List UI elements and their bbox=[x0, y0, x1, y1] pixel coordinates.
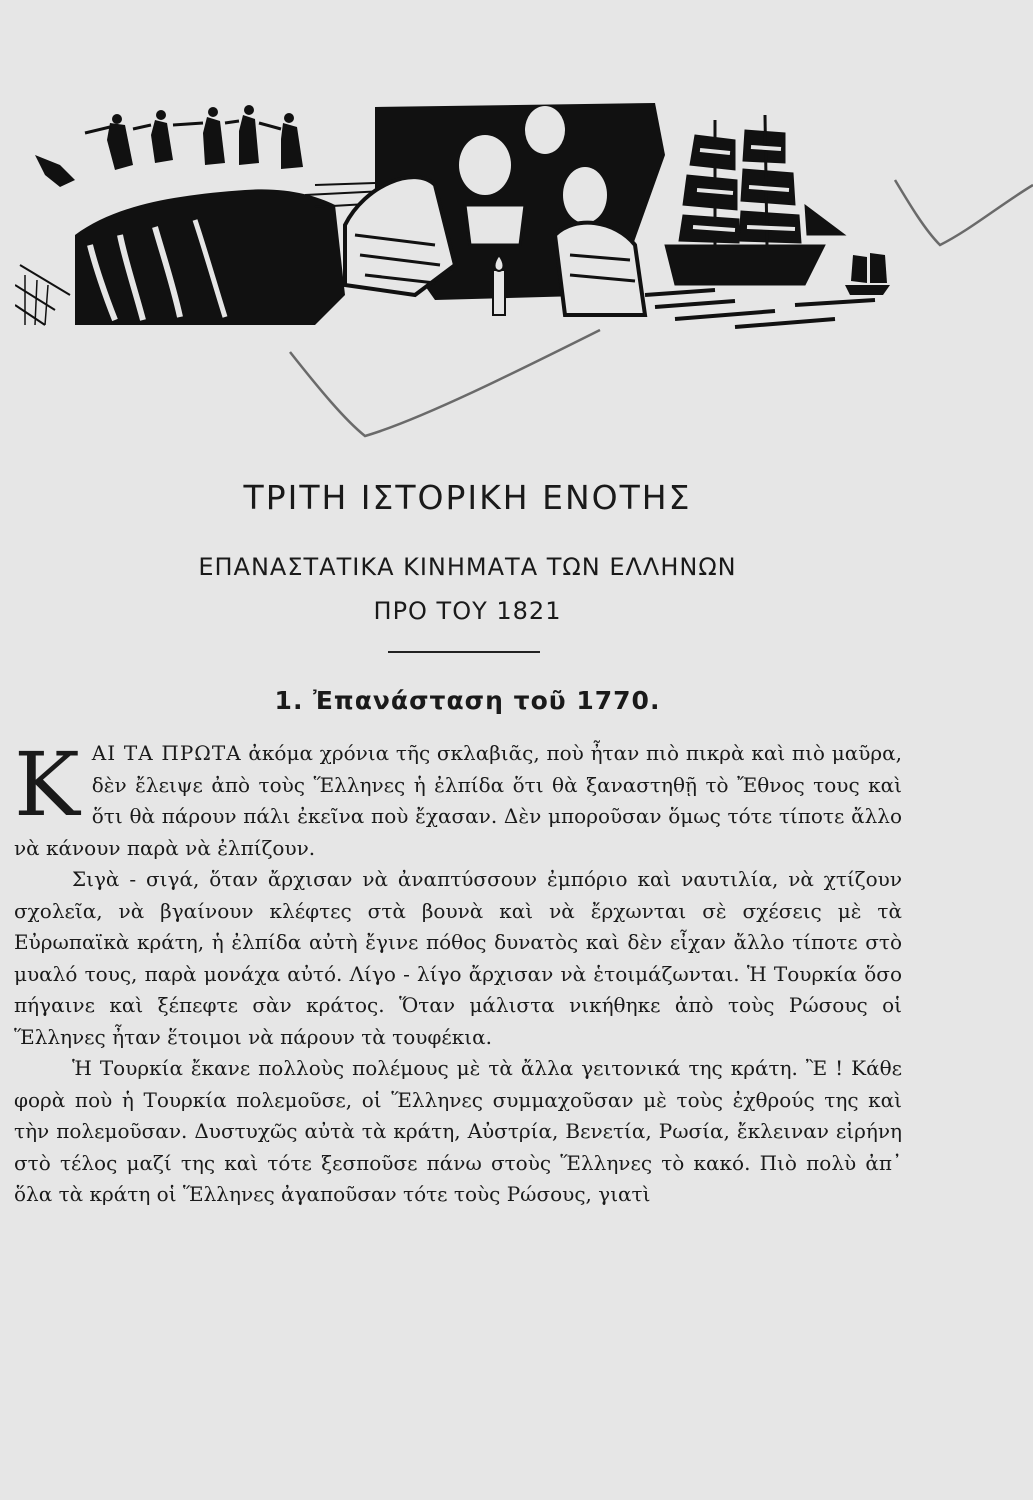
paragraph-1-text: ἀκόμα χρόνια τῆς σκλαβιᾶς, ποὺ ἦταν πιὸ πικρὰ καὶ πιὸ μαῦρα, δὲν ἔλειψε ἀπὸ τοὺς Ἕλληνες ἡ ἐλπίδα ὅτι θὰ ξαναστηθῇ τὸ Ἔθνος τους καὶ ὅτι θὰ πάρουν πάλι ἐκεῖνα ποὺ ἔχασαν. Δὲν μποροῦσαν ὅμως τότε τίποτε ἄλλο νὰ κάνουν παρὰ νὰ ἐλπίζουν. bbox=[14, 741, 902, 860]
body-text bbox=[14, 733, 902, 1211]
opening-words: ΑΙ ΤΑ ΠΡΩΤΑ bbox=[91, 741, 242, 765]
title-divider bbox=[388, 651, 540, 653]
section-subtitle bbox=[0, 545, 935, 633]
drop-cap: Κ bbox=[14, 733, 80, 836]
subtitle-line-2: ΠΡΟ ΤΟΥ 1821 bbox=[373, 597, 562, 625]
chapter-title: 1. Ἐπανάσταση τοῦ 1770. bbox=[274, 686, 661, 715]
paragraph-3: Ἡ Τουρκία ἔκανε πολλοὺς πολέμους μὲ τὰ ἄλλα γειτονικά της κράτη. Ἒ ! Κάθε φορὰ ποὺ ἡ Τουρκία πολεμοῦσε, οἱ Ἕλληνες συμμαχοῦσαν μὲ τοὺς ἐχθρούς της καὶ τὴν πολεμοῦσαν. Δυστυχῶς αὐτὰ τὰ κράτη, Αὐστρία, Βενετία, Ρωσία, ἔκλειναν εἰρήνη στὸ τέλος μαζί της καὶ τότε ξεσποῦσε πάνω στοὺς Ἕλληνες τὸ κακό. Πιὸ πολὺ ἀπ᾿ ὅλα τὰ κράτη οἱ Ἕλληνες ἀγαποῦσαν τότε τοὺς Ρώσους, γιατὶ bbox=[14, 1056, 902, 1206]
part-title: ΤΡΙΤΗ ΙΣΤΟΡΙΚΗ ΕΝΟΤΗΣ bbox=[243, 478, 692, 517]
subtitle-line-1: ΕΠΑΝΑΣΤΑΤΙΚΑ ΚΙΝΗΜΑΤΑ ΤΩΝ ΕΛΛΗΝΩΝ bbox=[198, 553, 737, 581]
paragraph-2: Σιγὰ - σιγά, ὅταν ἄρχισαν νὰ ἀναπτύσσουν ἐμπόριο καὶ ναυτιλία, νὰ χτίζουν σχολεῖα, νὰ βγαίνουν κλέφτες στὰ βουνὰ καὶ νὰ ἔρχωνται σὲ σχέσεις μὲ τὰ Εὐρωπαϊκὰ κράτη, ἡ ἐλπίδα αὐτὴ ἔγινε πόθος δυνατὸς καὶ δὲν εἶχαν ἄλλο τίποτε στὸ μυαλό τους, παρὰ μονάχα αὐτό. Λίγο - λίγο ἄρχισαν νὰ ἑτοιμάζωνται. Ἡ Τουρκία ὅσο πήγαινε καὶ ξέπεφτε σὰν κράτος. Ὅταν μάλιστα νικήθηκε ἀπὸ τοὺς Ρώσους οἱ Ἕλληνες ἦταν ἕτοιμοι νὰ πάρουν τὰ τουφέκια. bbox=[14, 867, 902, 1049]
paragraph-1 bbox=[14, 733, 902, 864]
header-illustration bbox=[15, 95, 895, 335]
